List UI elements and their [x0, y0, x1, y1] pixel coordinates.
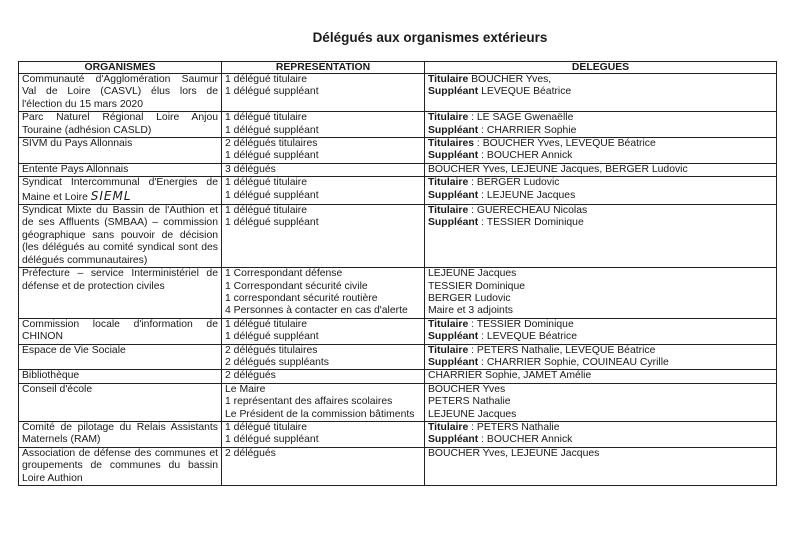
delegue-role-label: Suppléant — [428, 150, 479, 162]
organisme-name: Communauté d'Agglomération Saumur Val de Loire (CASVL) élus lors de l'élection du 15 mars 2020 — [22, 74, 218, 110]
representation-cell — [222, 177, 425, 205]
table-row — [19, 268, 777, 319]
delegue-role-label: Titulaire — [428, 74, 469, 85]
delegue-line: Titulaire : TESSIER Dominique — [428, 318, 574, 330]
delegue-role-label: Titulaire — [428, 177, 469, 189]
representation-line: 2 délégués — [225, 447, 276, 459]
delegue-line: Suppléant : CHARRIER Sophie, COUINEAU Cyrille — [428, 356, 669, 368]
delegue-line: Titulaire : PETERS Nathalie — [428, 421, 560, 433]
delegue-role-label: Suppléant — [428, 124, 479, 136]
representation-cell — [222, 205, 425, 268]
delegues-cell — [425, 112, 777, 138]
delegue-names: LEJEUNE Jacques — [486, 189, 576, 201]
delegues-cell — [425, 138, 777, 164]
handwritten-annotation: SIEML — [90, 188, 132, 203]
delegue-role-label: Suppléant — [428, 434, 479, 446]
header-representation: REPRESENTATION — [222, 62, 425, 74]
organisme-name: Préfecture – service Interministériel de défense et de protection civiles — [22, 268, 218, 292]
representation-cell — [222, 370, 425, 383]
delegues-cell — [425, 205, 777, 268]
delegue-line: Suppléant : BOUCHER Annick — [428, 434, 573, 446]
representation-line: 4 Personnes à contacter en cas d'alerte — [225, 305, 408, 317]
representation-line: 1 délégué titulaire — [225, 421, 308, 433]
organisme-name: Espace de Vie Sociale — [22, 344, 126, 356]
delegue-names: BERGER Ludovic — [476, 177, 560, 189]
table-row — [19, 163, 777, 176]
representation-cell — [222, 74, 425, 112]
representation-line: 2 délégués suppléants — [225, 356, 329, 368]
delegue-line: Titulaire : LE SAGE Gwenaëlle — [428, 112, 574, 124]
organisme-name: SIVM du Pays Allonnais — [22, 138, 133, 150]
representation-line: 1 délégué suppléant — [225, 124, 319, 136]
organisme-cell — [19, 177, 222, 205]
representation-line: 1 délégué suppléant — [225, 86, 319, 98]
delegue-names: PETERS Nathalie, LEVEQUE Béatrice — [476, 344, 656, 356]
organisme-name: Comité de pilotage du Relais Assistants Maternels (RAM) — [22, 421, 218, 446]
delegue-names: CHARRIER Sophie, JAMET Amélie — [428, 370, 592, 382]
representation-line: 2 délégués titulaires — [225, 344, 318, 356]
delegue-line — [428, 384, 773, 396]
delegue-line — [428, 305, 773, 317]
organisme-name: Association de défense des communes et groupements de communes du bassin Loire Authion — [22, 447, 218, 484]
table-row — [19, 344, 777, 370]
delegues-cell — [425, 163, 777, 176]
delegue-line: Titulaire : BERGER Ludovic — [428, 177, 560, 189]
organisme-name: Syndicat Mixte du Bassin de l'Authion et de ses Affluents (SMBAA) – commission géographique sans pouvoir de décision (les délégués au comité syndical sont des délégués communautaires) — [22, 205, 218, 266]
representation-line: 2 délégués — [225, 370, 276, 382]
delegues-cell — [425, 344, 777, 370]
delegue-names: LEVEQUE Béatrice — [486, 331, 577, 343]
representation-line: 1 délégué suppléant — [225, 434, 319, 446]
organisme-cell — [19, 74, 222, 112]
table-row — [19, 383, 777, 421]
representation-line: 1 délégué suppléant — [225, 189, 319, 201]
organisme-cell — [19, 370, 222, 383]
header-delegues: DELEGUES — [425, 62, 777, 74]
delegues-cell — [425, 421, 777, 447]
table-row — [19, 138, 777, 164]
representation-cell — [222, 447, 425, 485]
representation-line: 1 délégué titulaire — [225, 74, 308, 85]
delegue-role-label: Titulaires — [428, 138, 475, 150]
representation-line: 1 délégué suppléant — [225, 150, 319, 162]
delegue-line: Suppléant : LEVEQUE Béatrice — [428, 331, 577, 343]
delegue-line — [428, 370, 773, 382]
representation-line: 1 correspondant sécurité routière — [225, 292, 378, 304]
representation-line: 1 Correspondant défense — [225, 268, 343, 280]
delegue-role-label: Suppléant — [428, 217, 479, 229]
delegue-names: BOUCHER Yves, LEVEQUE Béatrice — [482, 138, 656, 150]
organisme-cell — [19, 447, 222, 485]
delegue-names: PETERS Nathalie — [476, 421, 560, 433]
delegue-line — [428, 281, 773, 293]
organisme-name: Entente Pays Allonnais — [22, 163, 129, 175]
delegue-names: BOUCHER Yves, — [471, 74, 552, 85]
organisme-name: Parc Naturel Régional Loire Anjou Touraine (adhésion CASLD) — [22, 112, 218, 136]
delegue-names: TESSIER Dominique — [476, 318, 574, 330]
representation-line: 1 délégué suppléant — [225, 217, 319, 229]
delegue-role-label: Titulaire — [428, 205, 469, 217]
delegues-cell — [425, 383, 777, 421]
delegue-role-label: Suppléant — [428, 189, 479, 201]
organisme-cell — [19, 138, 222, 164]
delegue-names: LEJEUNE Jacques — [428, 268, 517, 280]
delegue-names: CHARRIER Sophie, COUINEAU Cyrille — [486, 356, 669, 368]
delegue-line — [428, 293, 773, 305]
delegue-names: BOUCHER Yves, LEJEUNE Jacques, BERGER Ludovic — [428, 163, 688, 175]
organisme-name: Commission locale d'information de CHINON — [22, 318, 218, 343]
table-row — [19, 421, 777, 447]
delegue-role-label: Titulaire — [428, 344, 469, 356]
delegue-names: GUERECHEAU Nicolas — [476, 205, 588, 217]
delegue-names: LE SAGE Gwenaëlle — [476, 112, 574, 124]
delegue-line — [428, 396, 773, 408]
table-row — [19, 370, 777, 383]
delegue-role-label: Suppléant — [428, 331, 479, 343]
representation-line: 1 délégué titulaire — [225, 177, 308, 189]
delegue-line — [428, 409, 773, 421]
delegue-names: Maire et 3 adjoints — [428, 305, 513, 317]
organisme-cell — [19, 268, 222, 319]
delegue-line: Titulaire : PETERS Nathalie, LEVEQUE Béatrice — [428, 344, 656, 356]
organisme-cell — [19, 344, 222, 370]
delegue-line — [428, 164, 773, 176]
delegue-names: TESSIER Dominique — [486, 217, 584, 229]
delegues-cell — [425, 447, 777, 485]
table-body — [19, 74, 777, 486]
representation-line: Le Maire — [225, 383, 266, 395]
delegue-line: Suppléant : TESSIER Dominique — [428, 217, 584, 229]
delegues-cell — [425, 177, 777, 205]
delegue-role-label: Titulaire — [428, 112, 469, 124]
table-row — [19, 74, 777, 112]
delegues-cell — [425, 74, 777, 112]
page-title: Délégués aux organismes extérieurs — [312, 30, 548, 45]
organisme-name: Bibliothèque — [22, 370, 80, 382]
delegue-role-label: Titulaire — [428, 421, 469, 433]
delegue-names: CHARRIER Sophie — [486, 124, 577, 136]
delegue-line — [428, 268, 773, 280]
representation-line: 1 représentant des affaires scolaires — [225, 396, 393, 408]
delegue-role-label: Titulaire — [428, 318, 469, 330]
delegues-cell — [425, 268, 777, 319]
delegue-names: LEJEUNE Jacques — [428, 408, 517, 420]
representation-line: Le Président de la commission bâtiments — [225, 408, 415, 420]
delegates-table — [18, 61, 777, 486]
organisme-cell — [19, 421, 222, 447]
representation-line: 2 délégués titulaires — [225, 138, 318, 150]
organisme-name: Syndicat Intercommunal d'Energies de Maine et Loire — [22, 177, 218, 203]
delegues-cell — [425, 318, 777, 344]
delegue-role-label: Suppléant — [428, 86, 479, 98]
table-row — [19, 318, 777, 344]
organisme-cell — [19, 163, 222, 176]
table-row — [19, 112, 777, 138]
delegue-names: BOUCHER Yves, LEJEUNE Jacques — [428, 447, 600, 459]
delegue-line: Titulaire : GUERECHEAU Nicolas — [428, 205, 588, 217]
delegue-names: TESSIER Dominique — [428, 280, 526, 292]
representation-cell — [222, 421, 425, 447]
delegue-names: LEVEQUE Béatrice — [481, 86, 572, 98]
delegue-line — [428, 86, 773, 98]
representation-line: 1 Correspondant sécurité civile — [225, 280, 368, 292]
delegue-role-label: Suppléant — [428, 356, 479, 368]
delegue-names: BOUCHER Annick — [486, 150, 573, 162]
delegue-names: BERGER Ludovic — [428, 292, 511, 304]
representation-line: 3 délégués — [225, 163, 276, 175]
representation-line: 1 délégué titulaire — [225, 318, 308, 330]
representation-cell — [222, 112, 425, 138]
header-organismes: ORGANISMES — [19, 62, 222, 74]
representation-cell — [222, 138, 425, 164]
table-row — [19, 447, 777, 485]
table-header-row — [19, 62, 777, 74]
representation-cell — [222, 383, 425, 421]
representation-cell — [222, 163, 425, 176]
table-row — [19, 177, 777, 205]
delegue-line — [428, 448, 773, 460]
delegue-names: BOUCHER Yves — [428, 383, 506, 395]
organisme-cell — [19, 112, 222, 138]
delegue-line: Suppléant : LEJEUNE Jacques — [428, 189, 576, 201]
organisme-cell — [19, 383, 222, 421]
delegue-line: Titulaires : BOUCHER Yves, LEVEQUE Béatrice — [428, 138, 656, 150]
organisme-cell — [19, 318, 222, 344]
representation-cell — [222, 268, 425, 319]
delegue-line: Suppléant : BOUCHER Annick — [428, 150, 573, 162]
organisme-name: Conseil d'école — [22, 383, 93, 395]
organisme-cell — [19, 205, 222, 268]
delegue-names: BOUCHER Annick — [486, 434, 573, 446]
delegue-line — [428, 74, 773, 86]
table-row — [19, 205, 777, 268]
delegue-line: Suppléant : CHARRIER Sophie — [428, 124, 577, 136]
representation-line: 1 délégué suppléant — [225, 331, 319, 343]
delegue-names: PETERS Nathalie — [428, 396, 511, 408]
representation-line: 1 délégué titulaire — [225, 112, 308, 124]
delegues-cell — [425, 370, 777, 383]
representation-cell — [222, 344, 425, 370]
representation-cell — [222, 318, 425, 344]
representation-line: 1 délégué titulaire — [225, 205, 308, 217]
